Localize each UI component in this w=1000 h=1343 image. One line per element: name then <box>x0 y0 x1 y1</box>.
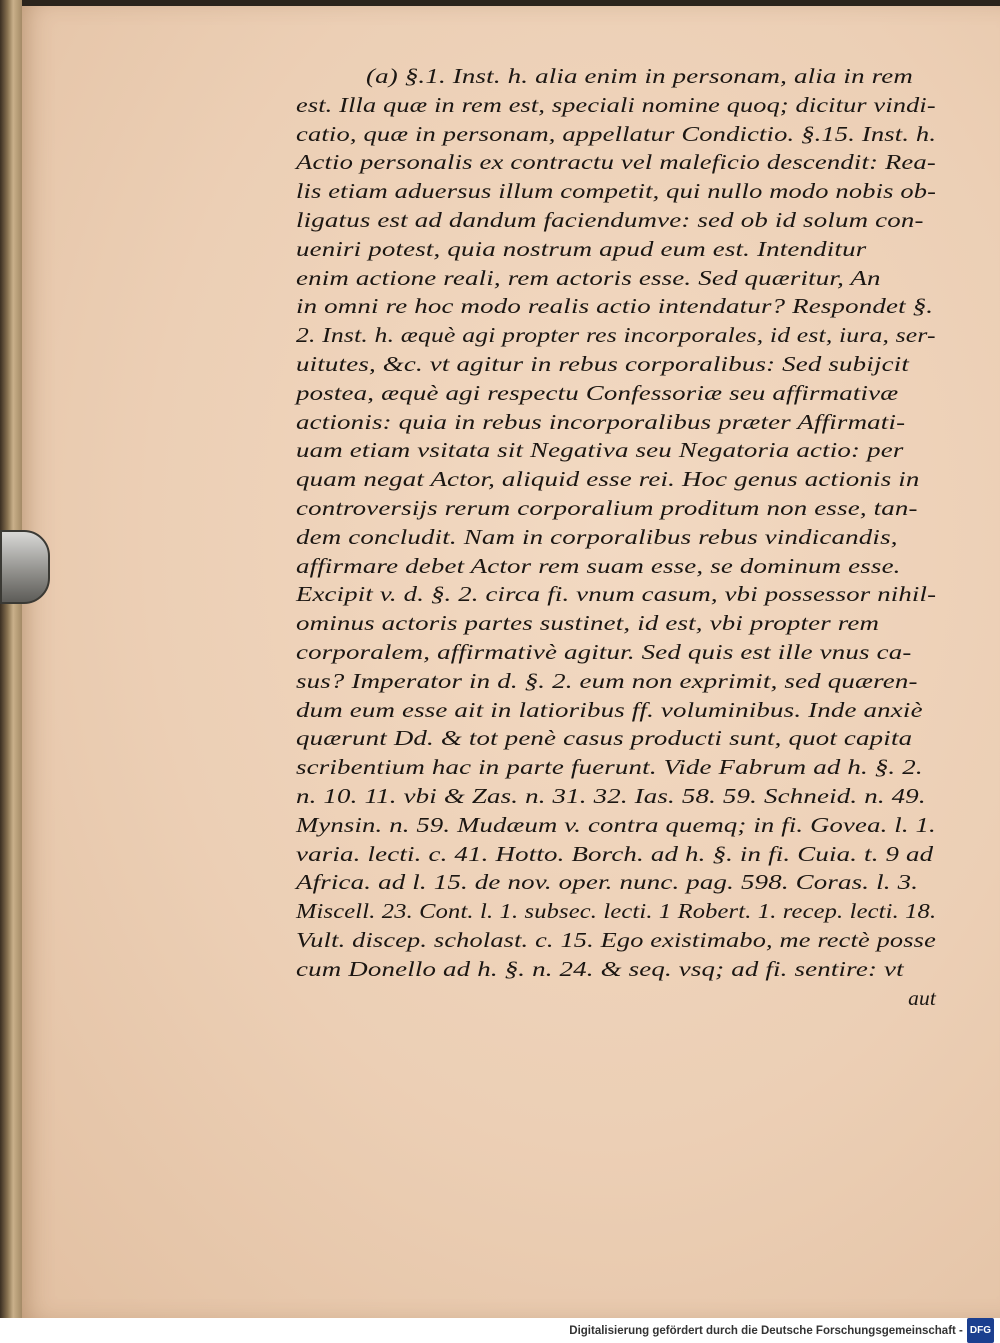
text-line: uitutes, &c. vt agitur in rebus corporalibus: Sed subijcit <box>296 351 910 376</box>
body-text <box>296 62 936 1012</box>
text-line: cum Donello ad h. §. n. 24. & seq. vsq; ad fi. sentire: vt <box>296 956 904 981</box>
text-line: postea, æquè agi respectu Confessoriæ seu affirmativæ <box>296 380 899 405</box>
text-line: dum eum esse ait in latioribus ff. voluminibus. Inde anxiè <box>296 697 923 722</box>
text-line: in omni re hoc modo realis actio intendatur? Respondet §. <box>296 294 934 319</box>
text-line: catio, quæ in personam, appellatur Condictio. §.15. Inst. h. <box>296 121 937 146</box>
text-line: affirmare debet Actor rem suam esse, se dominum esse. <box>296 553 901 578</box>
digitization-footer <box>0 1318 1000 1341</box>
text-line: dem concludit. Nam in corporalibus rebus vindicandis, <box>296 524 898 549</box>
dfg-logo: DFG <box>967 1318 994 1343</box>
text-line: Excipit v. d. §. 2. circa fi. vnum casum, vbi possessor nihil- <box>296 582 937 607</box>
text-line: lis etiam aduersus illum competit, qui nullo modo nobis ob- <box>296 179 937 204</box>
text-line: 2. Inst. h. æquè agi propter res incorporales, id est, iura, ser- <box>296 323 936 348</box>
text-line: actionis: quia in rebus incorporalibus præter Affirmati- <box>296 409 906 434</box>
metal-clasp <box>0 530 50 604</box>
text-line: Miscell. 23. Cont. l. 1. subsec. lecti. 1 Robert. 1. recep. lecti. 18. <box>296 899 937 924</box>
text-line: Mynsin. n. 59. Mudæum v. contra quemq; in fi. Govea. l. 1. <box>296 812 936 837</box>
text-line: uam etiam vsitata sit Negativa seu Negatoria actio: per <box>296 438 904 463</box>
text-line: controversijs rerum corporalium proditum non esse, tan- <box>296 495 918 520</box>
funding-credit: Digitalisierung gefördert durch die Deutsche Forschungsgemeinschaft - <box>569 1324 963 1337</box>
catchword: aut <box>908 985 936 1010</box>
text-line: scribentium hac in parte fuerunt. Vide Fabrum ad h. §. 2. <box>296 755 923 780</box>
text-line: enim actione reali, rem actoris esse. Sed quæritur, An <box>296 265 881 290</box>
text-line: ueniri potest, quia nostrum apud eum est. Intenditur <box>296 236 867 261</box>
text-line: Vult. discep. scholast. c. 15. Ego existimabo, me rectè posse <box>296 927 936 952</box>
text-line: varia. lecti. c. 41. Hotto. Borch. ad h. §. in fi. Cuia. t. 9 ad <box>296 841 934 866</box>
text-line: Africa. ad l. 15. de nov. oper. nunc. pag. 598. Coras. l. 3. <box>296 870 919 895</box>
text-line: (a) §.1. Inst. h. alia enim in personam, alia in rem <box>366 64 913 88</box>
text-line: est. Illa quæ in rem est, speciali nomine quoq; dicitur vindi- <box>296 92 936 117</box>
text-line: Actio personalis ex contractu vel maleficio descendit: Rea- <box>296 150 936 175</box>
text-line: sus? Imperator in d. §. 2. eum non exprimit, sed quæren- <box>296 668 918 693</box>
text-line: ominus actoris partes sustinet, id est, vbi propter rem <box>296 611 880 636</box>
text-line: quærunt Dd. & tot penè casus producti sunt, quot capita <box>296 726 913 751</box>
text-line: ligatus est ad dandum faciendumve: sed ob id solum con- <box>296 207 924 232</box>
text-line: n. 10. 11. vbi & Zas. n. 31. 32. Ias. 58. 59. Schneid. n. 49. <box>296 783 926 808</box>
book-spine-edge <box>0 0 22 1318</box>
text-line: corporalem, affirmativè agitur. Sed quis est ille vnus ca- <box>296 639 912 664</box>
text-line: quam negat Actor, aliquid esse rei. Hoc genus actionis in <box>296 467 920 492</box>
